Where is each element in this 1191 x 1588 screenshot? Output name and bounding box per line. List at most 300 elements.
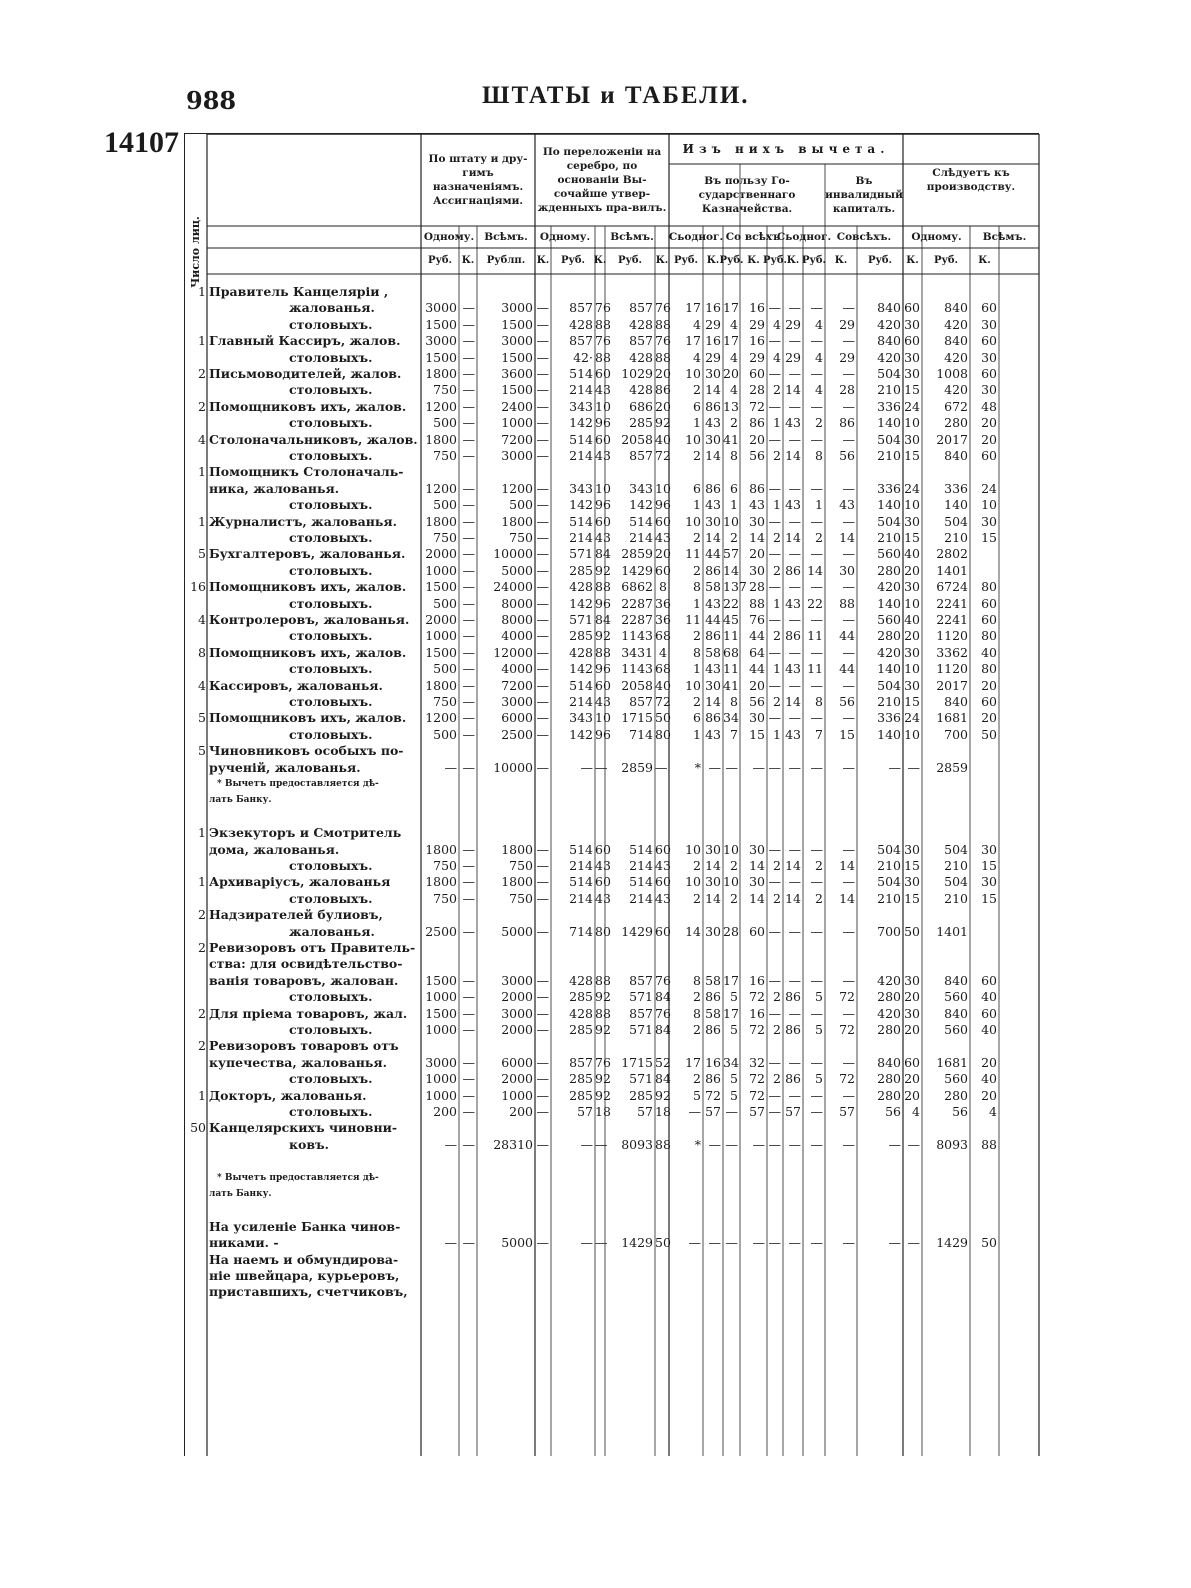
cell: — [810, 1087, 823, 1103]
cell: 2058 [621, 431, 653, 447]
cell: 2 [773, 530, 781, 545]
cell: 210 [877, 858, 901, 873]
label-cell: Контролеровъ, жалованья. [209, 612, 410, 627]
table-row [185, 1219, 1039, 1235]
cell [803, 1153, 825, 1169]
cell: 2400 [501, 398, 533, 414]
cell [740, 1219, 767, 1235]
unit-header-13: К. [786, 255, 800, 266]
cell: 29 [705, 349, 721, 365]
cell: 2000 [425, 612, 457, 627]
cell: — [462, 1005, 475, 1021]
cell: 210 [944, 890, 968, 906]
subheader-5: Со всѣхъ [725, 231, 781, 243]
count-cell: 2 [198, 940, 206, 955]
cell: 214 [569, 890, 593, 906]
label-cell: столовыхъ. [289, 989, 373, 1005]
cell: 10 [685, 366, 701, 381]
cell [551, 743, 595, 759]
cell: 28 [749, 382, 765, 398]
cell: — [788, 513, 801, 529]
cell [535, 940, 551, 956]
table-row [185, 1038, 1039, 1054]
cell: 750 [433, 890, 457, 906]
cell: 10 [723, 513, 739, 529]
cell: 6000 [501, 710, 533, 726]
cell: 1800 [425, 366, 457, 381]
cell [459, 809, 477, 825]
cell [535, 464, 551, 480]
cell: — [810, 677, 823, 693]
cell [551, 1284, 595, 1300]
cell [723, 464, 740, 480]
cell [783, 284, 803, 300]
cell: 60 [981, 333, 997, 349]
cell: 2 [773, 448, 781, 463]
cell [703, 792, 723, 808]
cell: — [768, 366, 781, 381]
table-row [185, 382, 1039, 398]
subheader-6: Сьодног. [776, 231, 832, 243]
cell [595, 792, 605, 808]
cell: — [595, 759, 608, 775]
cell: 14 [785, 530, 801, 545]
cell: 2 [693, 694, 701, 709]
cell: 857 [569, 333, 593, 349]
count-cell: 16 [190, 579, 206, 595]
cell [825, 940, 857, 956]
cell: 10 [595, 710, 611, 726]
cell: 30 [749, 513, 765, 529]
cell: 96 [595, 415, 611, 431]
cell: 8 [693, 1005, 701, 1021]
cell: — [536, 497, 549, 513]
cell [783, 1153, 803, 1169]
cell [669, 1038, 703, 1054]
label-cell: никами. - [209, 1235, 279, 1251]
cell [740, 1120, 767, 1136]
cell: — [536, 448, 549, 463]
cell [825, 907, 857, 923]
cell [669, 1153, 703, 1169]
cell: 32 [749, 1054, 765, 1070]
table-row [185, 809, 1039, 825]
label-cell: Столоначальниковъ, жалов. [209, 431, 418, 447]
cell: — [810, 644, 823, 660]
cell: 2 [773, 890, 781, 906]
cell: 3000 [425, 300, 457, 316]
label-cell: столовыхъ. [289, 1022, 373, 1037]
cell [421, 1038, 459, 1054]
cell: — [768, 546, 781, 562]
cell: — [810, 480, 823, 496]
cell [783, 907, 803, 923]
cell: 10 [904, 415, 920, 431]
cell [605, 1268, 655, 1284]
cell: 14 [839, 890, 855, 906]
cell [655, 1038, 669, 1054]
cell: 14 [785, 382, 801, 398]
cell: 514 [569, 841, 593, 857]
cell: 15 [904, 890, 920, 906]
cell [605, 776, 655, 792]
cell: 3000 [501, 448, 533, 463]
cell: — [842, 366, 855, 381]
cell: 8 [815, 448, 823, 463]
cell [595, 1170, 605, 1186]
cell: 30 [904, 644, 920, 660]
cell [857, 792, 903, 808]
cell: 2 [773, 382, 781, 398]
count-cell [185, 1137, 207, 1153]
cell: 92 [595, 989, 611, 1005]
cell: 420 [944, 349, 968, 365]
cell: 84 [595, 546, 611, 562]
cell: 60 [981, 972, 997, 988]
cell: 8093 [936, 1136, 968, 1152]
table-row [185, 1284, 1039, 1300]
cell: 30 [904, 677, 920, 693]
cell: 1 [693, 497, 701, 513]
label-cell [207, 809, 421, 825]
cell: 840 [944, 300, 968, 316]
cell: 4000 [501, 628, 533, 644]
label-cell: * Вычетъ предоставляется дѣ- [217, 779, 379, 789]
cell [723, 940, 740, 956]
page-title: ШТАТЫ и ТАБЕЛИ. [482, 82, 750, 109]
cell: 210 [877, 530, 901, 545]
cell: 43 [785, 497, 801, 513]
cell: — [444, 1235, 457, 1251]
cell: 560 [877, 612, 901, 627]
cell [825, 1153, 857, 1169]
cell [655, 776, 669, 792]
cell: 11 [685, 546, 701, 562]
cell: — [462, 448, 475, 463]
cell: — [462, 579, 475, 595]
cell [605, 1202, 655, 1218]
cell: 30 [749, 710, 765, 726]
cell [740, 776, 767, 792]
cell [459, 907, 477, 923]
cell: 41 [723, 431, 739, 447]
cell [783, 1120, 803, 1136]
label-cell: ніе швейцара, курьеровъ, [209, 1268, 400, 1283]
cell: 60 [981, 694, 997, 709]
cell: 29 [839, 349, 855, 365]
cell: — [788, 874, 801, 890]
cell: 504 [944, 874, 968, 890]
cell [922, 792, 970, 808]
cell: — [788, 579, 801, 595]
cell: — [842, 644, 855, 660]
cell [922, 956, 970, 972]
cell: 20 [904, 628, 920, 644]
cell: — [907, 1136, 920, 1152]
cell: 750 [433, 448, 457, 463]
cell: 28 [723, 923, 739, 939]
cell [655, 284, 669, 300]
cell: 4 [815, 349, 823, 365]
cell [595, 1284, 605, 1300]
cell [767, 907, 783, 923]
cell [723, 1268, 740, 1284]
cell [605, 956, 655, 972]
cell: 285 [629, 1087, 653, 1103]
cell: 750 [509, 530, 533, 545]
cell [922, 940, 970, 956]
cell [459, 1038, 477, 1054]
cell: — [788, 612, 801, 627]
table-row [185, 1202, 1039, 1218]
cell: 86 [785, 1022, 801, 1037]
cell: 10 [685, 513, 701, 529]
cell [922, 743, 970, 759]
cell [903, 1186, 922, 1202]
cell: 60 [904, 300, 920, 316]
count-cell [185, 1284, 207, 1300]
cell: 17 [723, 972, 739, 988]
cell: — [810, 1005, 823, 1021]
cell [783, 809, 803, 825]
cell: 60 [655, 874, 671, 890]
header-group-deductions: Изъ нихъ вычета. [682, 142, 890, 156]
cell: 500 [433, 415, 457, 431]
label-cell: Помощниковъ ихъ, жалов. [209, 579, 407, 595]
table-row [185, 350, 1039, 366]
cell: 92 [595, 1022, 611, 1037]
table-row [185, 1235, 1039, 1251]
cell [655, 1153, 669, 1169]
cell: 1800 [501, 513, 533, 529]
cell [535, 1153, 551, 1169]
cell [740, 825, 767, 841]
cell [535, 809, 551, 825]
cell: 1500 [425, 644, 457, 660]
cell [551, 956, 595, 972]
cell [421, 1186, 459, 1202]
cell [767, 1170, 783, 1186]
cell: — [462, 694, 475, 709]
cell: 88 [655, 1136, 671, 1152]
cell [970, 546, 999, 562]
cell: 34 [723, 710, 739, 726]
count-cell [185, 497, 207, 513]
cell: — [536, 710, 549, 726]
cell: — [788, 1087, 801, 1103]
cell [669, 1219, 703, 1235]
cell: 1 [815, 497, 823, 513]
cell: 140 [877, 661, 901, 677]
cell: 8000 [501, 612, 533, 627]
cell: 29 [705, 316, 721, 332]
cell [595, 825, 605, 841]
cell: 29 [785, 349, 801, 365]
subheader-9: Всѣмъ. [982, 231, 1027, 243]
cell: 30 [981, 513, 997, 529]
cell: 14 [749, 530, 765, 545]
cell [825, 1038, 857, 1054]
cell [605, 1038, 655, 1054]
unit-header-19: К. [978, 255, 991, 266]
cell: 14 [785, 694, 801, 709]
cell: 2500 [425, 923, 457, 939]
cell [803, 743, 825, 759]
table-row [185, 792, 1039, 808]
cell: — [708, 759, 721, 775]
cell [903, 464, 922, 480]
cell [477, 825, 535, 841]
cell [723, 284, 740, 300]
cell: 60 [981, 366, 997, 381]
cell [605, 809, 655, 825]
cell: — [536, 1235, 549, 1251]
label-cell: Экзекуторъ и Смотритель [209, 825, 402, 841]
cell [669, 284, 703, 300]
cell: — [580, 759, 593, 775]
cell: 56 [749, 694, 765, 709]
cell: 15 [904, 694, 920, 709]
cell: 15 [904, 448, 920, 463]
cell [723, 776, 740, 792]
label-cell: дома, жалованья. [209, 841, 340, 857]
cell [857, 1120, 903, 1136]
cell: 86 [839, 415, 855, 431]
count-cell: 2 [198, 398, 206, 414]
cell [605, 825, 655, 841]
cell: 1000 [425, 1071, 457, 1087]
cell [922, 907, 970, 923]
cell: 142 [629, 497, 653, 513]
page-number: 988 [186, 86, 237, 115]
cell [857, 464, 903, 480]
label-cell: жалованья. [289, 923, 375, 939]
cell: — [536, 333, 549, 349]
cell: 1800 [425, 431, 457, 447]
unit-header-15: К. [834, 255, 848, 266]
cell: 76 [749, 612, 765, 627]
cell: 560 [944, 1071, 968, 1087]
cell [922, 1186, 970, 1202]
cell [922, 1252, 970, 1268]
count-cell: 4 [198, 612, 206, 627]
cell: 14 [723, 562, 739, 578]
cell: 44 [705, 612, 721, 627]
cell: 214 [569, 448, 593, 463]
cell: — [842, 1054, 855, 1070]
cell: 6724 [936, 579, 968, 595]
cell [825, 743, 857, 759]
cell: — [842, 677, 855, 693]
cell: 60 [655, 513, 671, 529]
cell: 840 [944, 1005, 968, 1021]
cell [421, 809, 459, 825]
cell: — [888, 1235, 901, 1251]
cell: 40 [981, 1071, 997, 1087]
cell [767, 1120, 783, 1136]
cell [857, 825, 903, 841]
cell [477, 1153, 535, 1169]
cell [669, 1186, 703, 1202]
cell: 10 [685, 431, 701, 447]
cell: — [462, 431, 475, 447]
cell: — [462, 1054, 475, 1070]
cell: 96 [595, 497, 611, 513]
cell: — [788, 546, 801, 562]
cell: 16 [705, 333, 721, 349]
cell: 58 [705, 579, 721, 595]
cell: 7 [730, 726, 738, 742]
cell: 840 [877, 300, 901, 316]
cell: 15 [904, 382, 920, 398]
cell: — [462, 415, 475, 431]
table-row [185, 628, 1039, 644]
cell: — [462, 562, 475, 578]
cell: — [788, 759, 801, 775]
cell: 57 [637, 1104, 653, 1119]
cell: 1 [773, 726, 781, 742]
cell: 428 [569, 1005, 593, 1021]
cell: 92 [655, 1087, 671, 1103]
count-cell [185, 1235, 207, 1251]
cell: — [708, 1235, 721, 1251]
label-cell: рученій, жалованья. [209, 759, 361, 775]
cell [970, 1170, 999, 1186]
cell: 514 [629, 841, 653, 857]
cell: 2 [730, 415, 738, 431]
cell [970, 743, 999, 759]
cell [551, 809, 595, 825]
cell: 14 [705, 890, 721, 906]
table-row [185, 760, 1039, 776]
cell: 10000 [493, 759, 533, 775]
cell [703, 1202, 723, 1218]
cell [767, 284, 783, 300]
cell: 16 [749, 333, 765, 349]
label-cell: столовыхъ. [289, 349, 373, 365]
table-row [185, 645, 1039, 661]
count-cell [185, 382, 207, 398]
cell: — [788, 644, 801, 660]
cell: 58 [705, 644, 721, 660]
cell [595, 809, 605, 825]
cell [740, 1252, 767, 1268]
count-cell [185, 1055, 207, 1071]
count-column-header: Число лиц. [189, 216, 202, 288]
cell [421, 1219, 459, 1235]
cell: 18 [655, 1104, 671, 1119]
cell: 76 [655, 300, 671, 316]
cell [655, 1170, 669, 1186]
cell: 428 [629, 349, 653, 365]
cell: 72 [655, 694, 671, 709]
cell: 30 [705, 366, 721, 381]
cell [535, 792, 551, 808]
cell: 210 [877, 890, 901, 906]
cell: 1500 [425, 316, 457, 332]
cell: 504 [877, 841, 901, 857]
label-cell: На наемъ и обмундирова- [209, 1251, 399, 1267]
cell: 214 [629, 858, 653, 873]
cell [421, 1153, 459, 1169]
cell: — [536, 874, 549, 890]
cell [803, 1038, 825, 1054]
cell [903, 1153, 922, 1169]
cell [723, 1038, 740, 1054]
cell: 420 [877, 1005, 901, 1021]
cell: — [888, 1136, 901, 1152]
cell: 4 [730, 349, 738, 365]
